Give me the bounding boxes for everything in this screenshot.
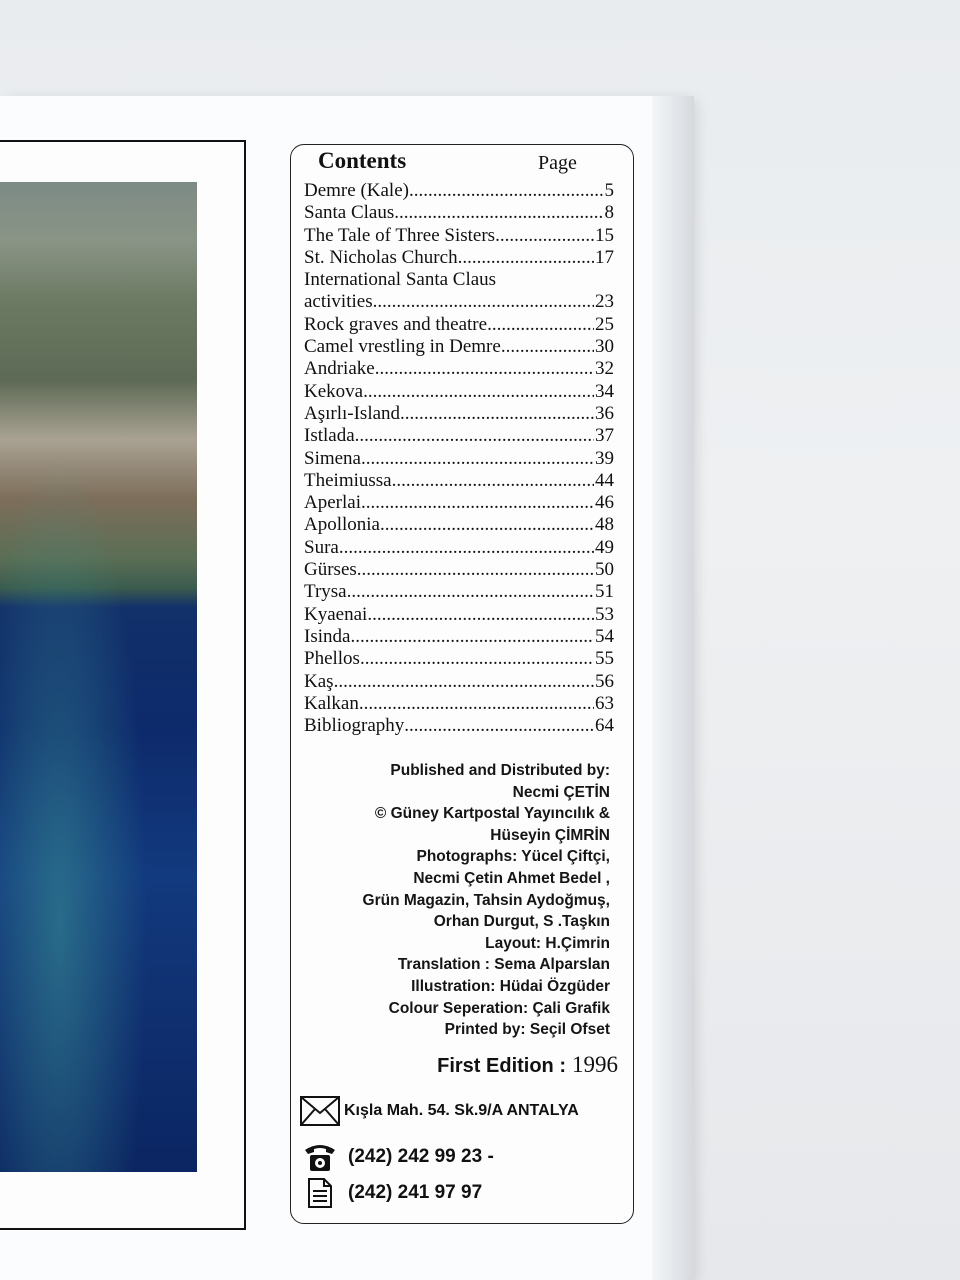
toc-entry-page: 17: [595, 246, 614, 268]
credit-line: Orhan Durgut, S .Taşkın: [433, 913, 610, 931]
toc-entry-title: The Tale of Three Sisters: [304, 224, 496, 246]
toc-dot-leader: [339, 537, 594, 559]
toc-dot-leader: [380, 514, 594, 536]
toc-entry: [304, 492, 614, 514]
toc-entry-title: Sura: [304, 536, 339, 558]
toc-entry-title: Theimiussa: [304, 469, 392, 491]
credit-line: Published and Distributed by:: [390, 762, 610, 779]
phone-row: [300, 1140, 494, 1174]
toc-entry: [304, 358, 614, 380]
toc-entry: [304, 425, 614, 447]
table-of-contents: [304, 180, 614, 737]
toc-entry-page: 54: [595, 625, 614, 647]
toc-dot-leader: [400, 403, 594, 425]
toc-entry-title: Isinda: [304, 625, 351, 647]
toc-entry-title: Kaş: [304, 670, 334, 692]
credit-line: Translation : Sema Alparslan: [397, 956, 610, 974]
toc-dot-leader: [355, 425, 594, 447]
phone-number: (242) 242 99 23 -: [348, 1146, 494, 1167]
toc-entry: [304, 581, 614, 603]
toc-entry-title: Phellos: [304, 648, 360, 670]
toc-dot-leader: [404, 715, 594, 737]
toc-entry-page: 8: [604, 202, 614, 224]
toc-entry: [304, 269, 614, 291]
toc-entry-page: 32: [595, 358, 614, 380]
toc-entry: [304, 671, 614, 693]
toc-entry-page: 53: [595, 603, 614, 625]
toc-entry-page: 5: [604, 180, 614, 201]
toc-dot-leader: [361, 492, 594, 514]
toc-entry: [304, 180, 614, 202]
toc-entry-title: Simena: [304, 447, 361, 469]
aerial-coast-photo: [0, 182, 197, 1172]
credit-line: Illustration: Hüdai Özgüder: [411, 977, 610, 995]
address-row: [300, 1094, 579, 1128]
page-column-header: Page: [538, 152, 577, 174]
toc-entry: [304, 314, 614, 336]
toc-entry-title: Trysa: [304, 581, 347, 603]
toc-entry: [304, 336, 614, 358]
toc-entry: [304, 693, 614, 715]
toc-entry-title: International Santa Claus: [304, 269, 497, 291]
credit-line: Grün Magazin, Tahsin Aydoğmuş,: [362, 891, 610, 909]
toc-entry: [304, 291, 614, 313]
toc-entry-page: 51: [595, 581, 614, 603]
toc-entry-page: 30: [595, 336, 614, 358]
toc-dot-leader: [375, 358, 594, 380]
toc-entry-title: Andriake: [304, 358, 375, 380]
toc-entry-page: 64: [595, 715, 614, 737]
publication-credits: [300, 760, 610, 1041]
credit-line: Necmi Çetin Ahmet Bedel ,: [413, 869, 610, 887]
toc-dot-leader: [394, 202, 603, 224]
toc-dot-leader: [495, 225, 594, 247]
toc-entry-page: 56: [595, 670, 614, 692]
edition-year: 1996: [572, 1052, 618, 1077]
toc-dot-leader: [363, 381, 594, 403]
credit-line: © Güney Kartpostal Yayıncılık &: [374, 805, 610, 823]
toc-entry-page: 36: [595, 402, 614, 424]
toc-entry: [304, 648, 614, 670]
edition-line: [330, 1052, 618, 1078]
toc-entry-page: 25: [595, 313, 614, 335]
toc-entry: [304, 514, 614, 536]
toc-entry: [304, 626, 614, 648]
toc-entry-page: 34: [595, 380, 614, 402]
toc-entry: [304, 470, 614, 492]
toc-dot-leader: [347, 581, 594, 603]
address-text: Kışla Mah. 54. Sk.9/A ANTALYA: [344, 1102, 579, 1119]
toc-entry-page: 55: [595, 648, 614, 670]
fax-number: (242) 241 97 97: [348, 1182, 483, 1203]
toc-dot-leader: [357, 559, 594, 581]
credit-line: Printed by: Seçil Ofset: [444, 1021, 610, 1039]
toc-entry-title: St. Nicholas Church: [304, 246, 458, 268]
contents-title: Contents: [318, 148, 407, 173]
fax-icon: [300, 1176, 340, 1210]
toc-entry-title: Aşırlı-Island: [304, 402, 401, 424]
toc-entry-page: 49: [595, 536, 614, 558]
toc-entry-page: 48: [595, 514, 614, 536]
envelope-icon: [300, 1094, 340, 1128]
toc-entry-title: Bibliography: [304, 715, 405, 737]
toc-entry-title: Gürses: [304, 559, 357, 581]
toc-dot-leader: [458, 247, 594, 269]
toc-entry: [304, 604, 614, 626]
toc-entry-title: Camel vrestling in Demre: [304, 336, 501, 358]
toc-dot-leader: [501, 336, 594, 358]
telephone-icon: [300, 1140, 340, 1174]
edition-label: First Edition :: [437, 1055, 566, 1077]
credit-line: Colour Seperation: Çali Grafik: [388, 999, 610, 1017]
toc-dot-leader: [373, 291, 594, 313]
toc-dot-leader: [487, 314, 594, 336]
toc-entry-title: activities: [304, 291, 373, 313]
toc-entry-title: Apollonia: [304, 514, 380, 536]
toc-entry: [304, 381, 614, 403]
credit-line: Hüseyin ÇİMRİN: [490, 826, 610, 844]
toc-entry-title: Kalkan: [304, 692, 359, 714]
toc-entry-title: Aperlai: [304, 492, 361, 514]
toc-entry: [304, 225, 614, 247]
toc-entry: [304, 247, 614, 269]
toc-entry-page: 15: [595, 224, 614, 246]
toc-dot-leader: [392, 470, 594, 492]
toc-dot-leader: [409, 180, 604, 202]
credit-line: Photographs: Yücel Çiftçi,: [416, 848, 610, 866]
toc-dot-leader: [361, 448, 594, 470]
toc-entry-title: Demre (Kale): [304, 180, 409, 201]
toc-entry-title: Istlada: [304, 425, 355, 447]
toc-dot-leader: [360, 648, 594, 670]
toc-entry-title: Kekova: [304, 380, 364, 402]
book-page-edge: [652, 96, 694, 1280]
fax-row: [300, 1176, 482, 1210]
toc-entry-page: 46: [595, 492, 614, 514]
toc-entry-page: 39: [595, 447, 614, 469]
toc-entry-page: 63: [595, 692, 614, 714]
toc-entry-title: Kyaenai: [304, 603, 368, 625]
toc-entry-title: Rock graves and theatre: [304, 313, 488, 335]
toc-dot-leader: [359, 693, 594, 715]
toc-entry: [304, 448, 614, 470]
toc-dot-leader: [367, 604, 594, 626]
toc-dot-leader: [334, 671, 594, 693]
credit-line: Necmi ÇETİN: [512, 783, 610, 801]
toc-entry: [304, 537, 614, 559]
toc-entry: [304, 403, 614, 425]
toc-entry: [304, 202, 614, 224]
toc-dot-leader: [350, 626, 594, 648]
toc-entry-page: 23: [595, 291, 614, 313]
toc-entry-title: Santa Claus: [304, 202, 395, 224]
toc-entry-page: 37: [595, 425, 614, 447]
toc-entry-page: 44: [595, 469, 614, 491]
toc-entry-page: 50: [595, 559, 614, 581]
credit-line: Layout: H.Çimrin: [485, 934, 610, 952]
toc-entry: [304, 715, 614, 737]
toc-entry: [304, 559, 614, 581]
